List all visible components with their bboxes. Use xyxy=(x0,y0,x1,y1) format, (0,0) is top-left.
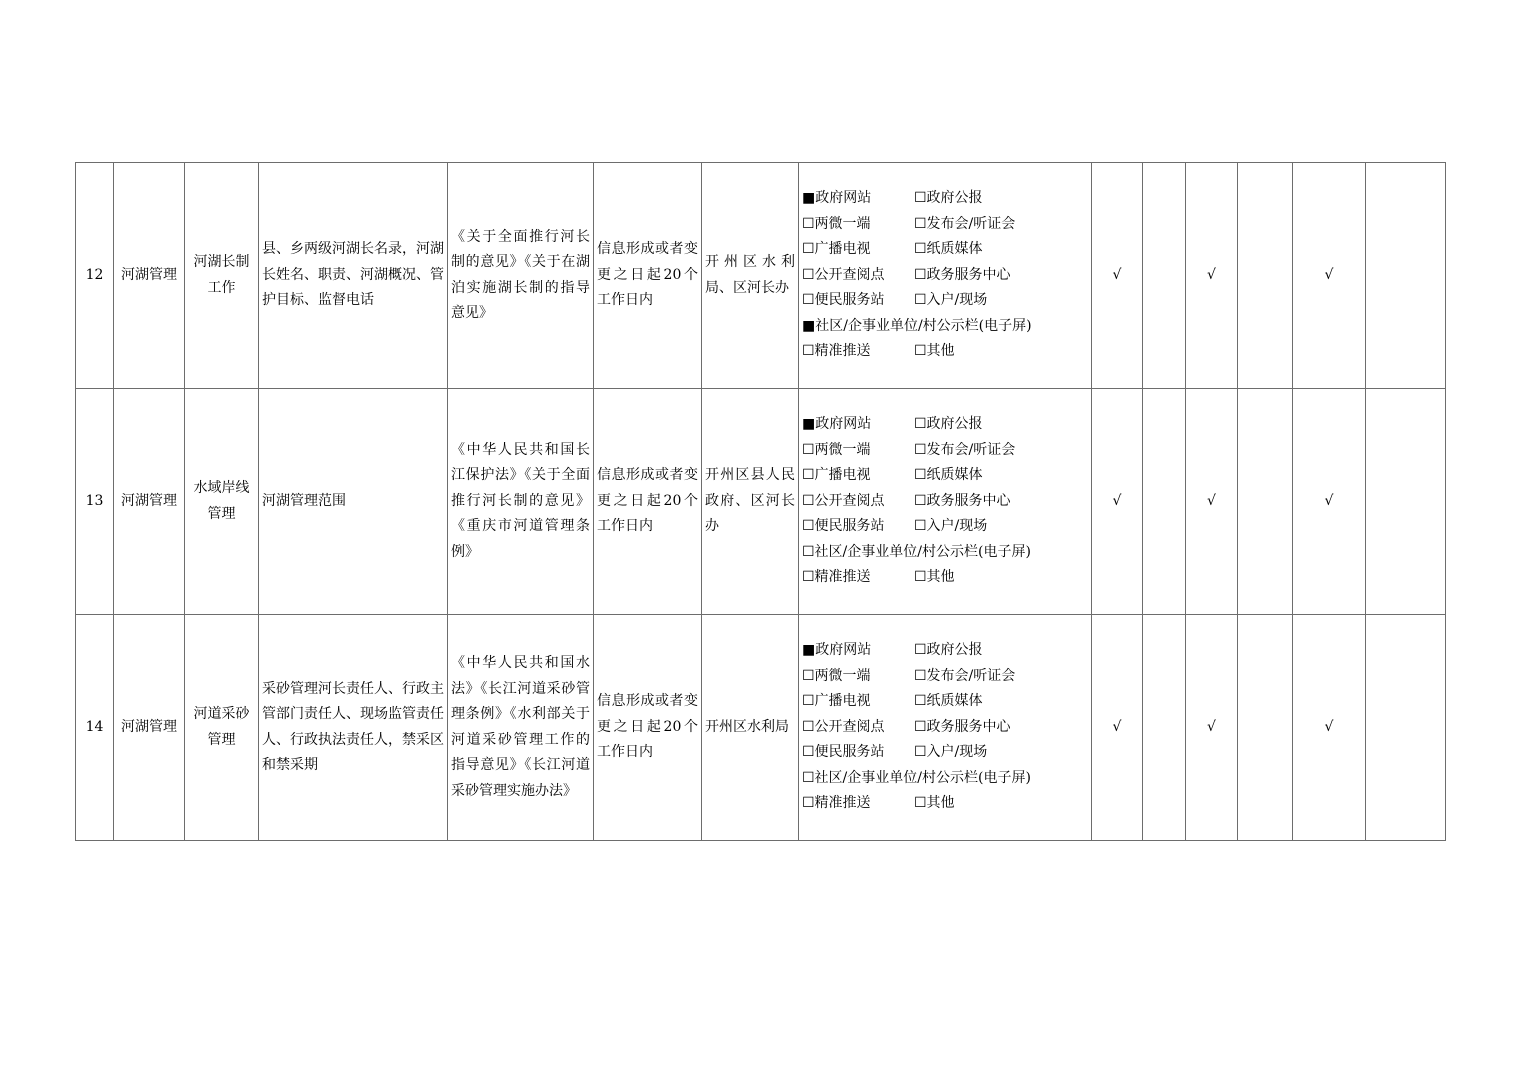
disclosure-table xyxy=(75,162,1446,841)
channel-option: ☐公开查阅点 xyxy=(802,266,885,283)
table-row xyxy=(76,163,1446,389)
channel-option: ☐两微一端 xyxy=(802,667,871,684)
channel-option: ☐入户/现场 xyxy=(914,518,988,535)
channel-line xyxy=(802,339,1088,365)
check-cell xyxy=(1366,389,1446,615)
channel-option: ☐便民服务站 xyxy=(802,292,885,309)
channel-line xyxy=(802,740,1088,766)
channel-line xyxy=(802,438,1088,464)
channels-cell xyxy=(799,615,1092,841)
item-cell: 河道采砂管理 xyxy=(185,615,259,841)
row-number: 13 xyxy=(76,389,114,615)
channel-line xyxy=(802,212,1088,238)
basis-cell: 《中华人民共和国水法》《长江河道采砂管理条例》《水利部关于河道采砂管理工作的指导意见》《长江河道采砂管理实施办法》 xyxy=(448,615,594,841)
channel-option: ☐精准推送 xyxy=(802,343,871,360)
channel-line xyxy=(802,715,1088,741)
check-cell xyxy=(1238,615,1293,841)
check-cell xyxy=(1143,163,1186,389)
channel-option: ☐发布会/听证会 xyxy=(914,441,1016,458)
check-cell: √ xyxy=(1293,389,1366,615)
category-cell: 河湖管理 xyxy=(114,389,185,615)
channel-option: ☐其他 xyxy=(914,343,955,360)
channel-option: ☐社区/企事业单位/村公示栏(电子屏) xyxy=(802,543,1031,560)
channel-option: ☐便民服务站 xyxy=(802,744,885,761)
content-cell: 河湖管理范围 xyxy=(259,389,448,615)
channel-line xyxy=(802,489,1088,515)
subject-cell: 开州区县人民政府、区河长办 xyxy=(702,389,799,615)
check-cell: √ xyxy=(1092,389,1143,615)
channel-option: ☐政府公报 xyxy=(914,415,983,432)
check-cell xyxy=(1238,389,1293,615)
channel-line xyxy=(802,664,1088,690)
channel-line xyxy=(802,314,1088,340)
channel-line xyxy=(802,565,1088,591)
channel-option: ☐政务服务中心 xyxy=(914,266,1011,283)
channel-line xyxy=(802,766,1088,792)
check-cell: √ xyxy=(1293,163,1366,389)
channel-option: ☐政务服务中心 xyxy=(914,492,1011,509)
channel-line xyxy=(802,463,1088,489)
check-cell xyxy=(1143,615,1186,841)
check-cell xyxy=(1366,615,1446,841)
channel-option: ■政府网站 xyxy=(802,415,872,432)
channel-option: ☐精准推送 xyxy=(802,569,871,586)
channel-line xyxy=(802,791,1088,817)
subject-cell: 开州区水利局 xyxy=(702,615,799,841)
table-row xyxy=(76,615,1446,841)
item-cell: 河湖长制工作 xyxy=(185,163,259,389)
row-number: 12 xyxy=(76,163,114,389)
category-cell: 河湖管理 xyxy=(114,615,185,841)
check-cell: √ xyxy=(1186,163,1238,389)
item-cell: 水域岸线管理 xyxy=(185,389,259,615)
check-cell: √ xyxy=(1186,389,1238,615)
content-cell: 采砂管理河长责任人、行政主管部门责任人、现场监管责任人、行政执法责任人，禁采区和禁采期 xyxy=(259,615,448,841)
channel-option: ☐广播电视 xyxy=(802,241,871,258)
channel-option: ■政府网站 xyxy=(802,189,872,206)
channel-option: ☐发布会/听证会 xyxy=(914,215,1016,232)
timeline-cell: 信息形成或者变更之日起20个工作日内 xyxy=(594,163,702,389)
channel-option: ☐政务服务中心 xyxy=(914,718,1011,735)
channels-cell xyxy=(799,163,1092,389)
channel-option: ☐便民服务站 xyxy=(802,518,885,535)
subject-cell: 开州区水利局、区河长办 xyxy=(702,163,799,389)
basis-cell: 《关于全面推行河长制的意见》《关于在湖泊实施湖长制的指导意见》 xyxy=(448,163,594,389)
channel-option: ☐公开查阅点 xyxy=(802,718,885,735)
channel-option: ☐入户/现场 xyxy=(914,744,988,761)
check-cell xyxy=(1238,163,1293,389)
channel-option: ☐公开查阅点 xyxy=(802,492,885,509)
channel-line xyxy=(802,540,1088,566)
check-cell: √ xyxy=(1293,615,1366,841)
channels-cell xyxy=(799,389,1092,615)
channel-line xyxy=(802,638,1088,664)
channel-option: ■社区/企事业单位/村公示栏(电子屏) xyxy=(802,317,1032,334)
channel-option: ☐广播电视 xyxy=(802,693,871,710)
channel-option: ☐其他 xyxy=(914,569,955,586)
basis-cell: 《中华人民共和国长江保护法》《关于全面推行河长制的意见》《重庆市河道管理条例》 xyxy=(448,389,594,615)
check-cell xyxy=(1143,389,1186,615)
check-cell xyxy=(1366,163,1446,389)
row-number: 14 xyxy=(76,615,114,841)
timeline-cell: 信息形成或者变更之日起20个工作日内 xyxy=(594,615,702,841)
channel-option: ☐纸质媒体 xyxy=(914,693,983,710)
check-cell: √ xyxy=(1092,163,1143,389)
channel-option: ☐精准推送 xyxy=(802,795,871,812)
check-cell: √ xyxy=(1186,615,1238,841)
channel-line xyxy=(802,288,1088,314)
channel-option: ☐社区/企事业单位/村公示栏(电子屏) xyxy=(802,769,1031,786)
timeline-cell: 信息形成或者变更之日起20个工作日内 xyxy=(594,389,702,615)
channel-line xyxy=(802,412,1088,438)
channel-option: ☐广播电视 xyxy=(802,467,871,484)
channel-option: ☐两微一端 xyxy=(802,215,871,232)
table-row xyxy=(76,389,1446,615)
channel-line xyxy=(802,237,1088,263)
channel-line xyxy=(802,263,1088,289)
channel-line xyxy=(802,186,1088,212)
channel-option: ☐政府公报 xyxy=(914,641,983,658)
channel-option: ☐发布会/听证会 xyxy=(914,667,1016,684)
channel-option: ☐纸质媒体 xyxy=(914,467,983,484)
channel-option: ☐纸质媒体 xyxy=(914,241,983,258)
check-cell: √ xyxy=(1092,615,1143,841)
content-cell: 县、乡两级河湖长名录，河湖长姓名、职责、河湖概况、管护目标、监督电话 xyxy=(259,163,448,389)
channel-option: ☐入户/现场 xyxy=(914,292,988,309)
channel-option: ☐其他 xyxy=(914,795,955,812)
channel-option: ☐两微一端 xyxy=(802,441,871,458)
channel-option: ☐政府公报 xyxy=(914,189,983,206)
channel-line xyxy=(802,689,1088,715)
channel-option: ■政府网站 xyxy=(802,641,872,658)
channel-line xyxy=(802,514,1088,540)
category-cell: 河湖管理 xyxy=(114,163,185,389)
